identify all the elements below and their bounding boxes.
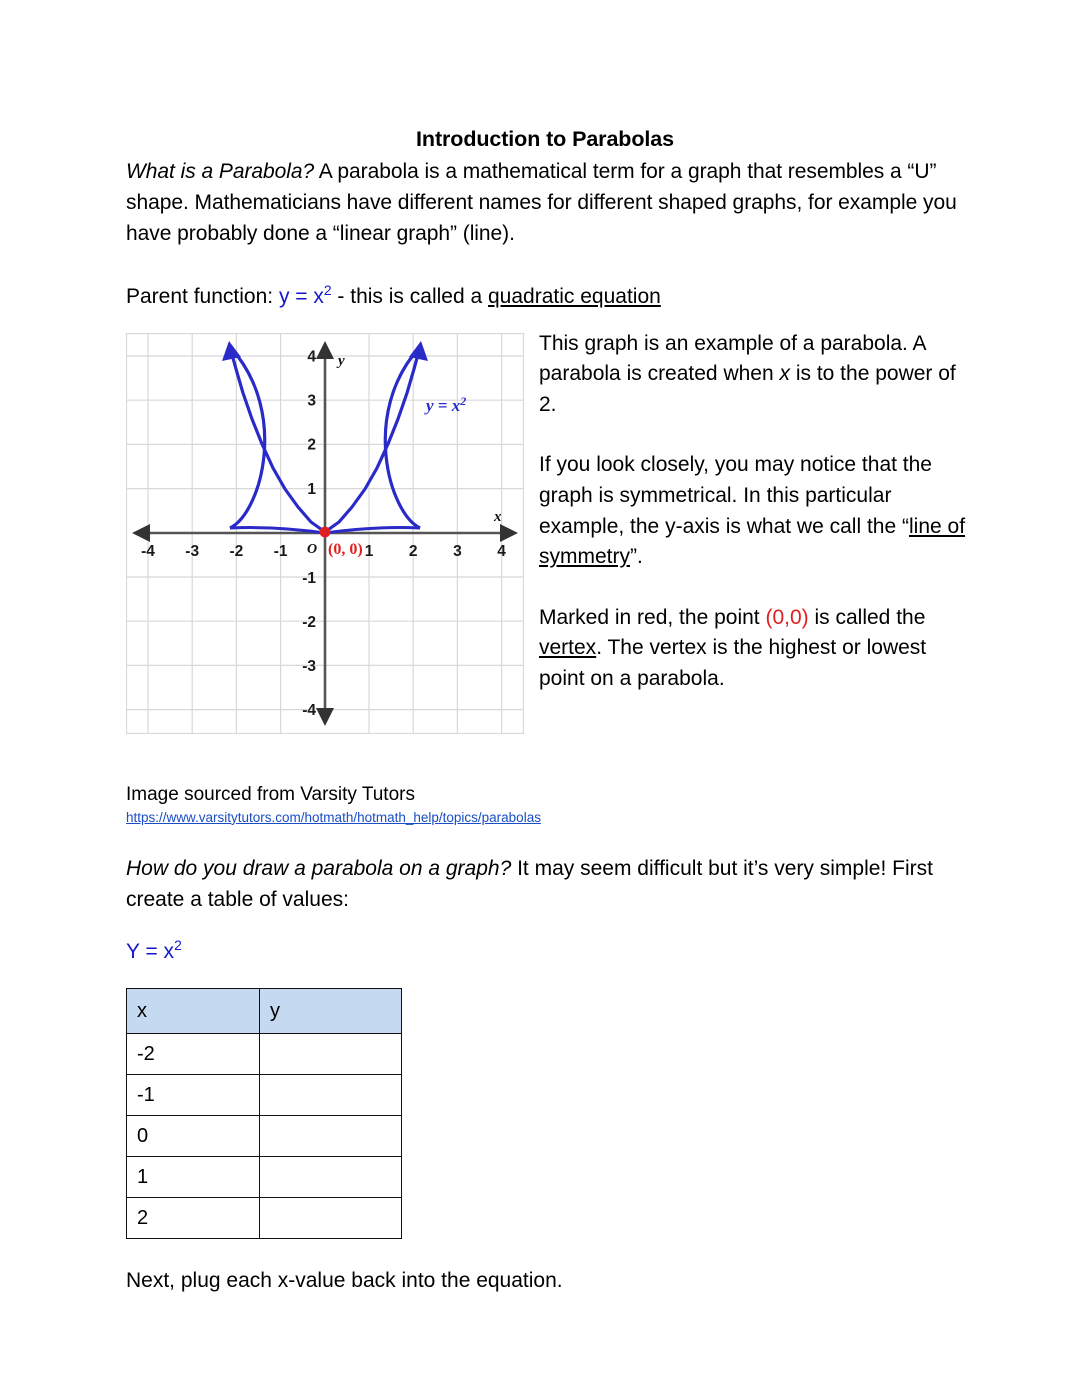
svg-text:-1: -1 xyxy=(273,542,288,560)
cell-y[interactable] xyxy=(260,1034,402,1075)
table-equation-label: $Y = x^2$ xyxy=(126,937,182,964)
svg-text:-4: -4 xyxy=(141,542,155,560)
side-note-3-text-a: Marked in red, the point xyxy=(539,605,766,629)
cell-x[interactable]: -1 xyxy=(127,1075,260,1116)
table-row xyxy=(127,1034,402,1075)
svg-text:-1: -1 xyxy=(302,569,316,587)
side-note-2-text-b: ”. xyxy=(630,545,643,569)
side-note-paragraph-2 xyxy=(539,450,971,572)
parabola-chart-svg xyxy=(126,333,524,734)
side-note-paragraph-1 xyxy=(539,329,971,421)
side-note-1-text-a: This graph is an example of a parabola. A parabola is created when xyxy=(539,331,926,386)
curve-equation-label: $y = x^2$ xyxy=(426,393,467,415)
table-header-row xyxy=(127,989,402,1034)
vertex-annotation-label: (0, 0) xyxy=(328,540,363,558)
cell-y[interactable] xyxy=(260,1116,402,1157)
how-to-body-text: It may seem difficult but it’s very simple! First create a table of values: xyxy=(126,856,933,911)
closing-instruction: Next, plug each x-value back into the equation. xyxy=(126,1269,563,1293)
source-url-link[interactable]: https://www.varsitytutors.com/hotmath/hotmath_help/topics/parabolas xyxy=(126,809,541,825)
side-note-paragraph-3 xyxy=(539,603,971,695)
svg-text:3: 3 xyxy=(453,542,462,560)
cell-y[interactable] xyxy=(260,1075,402,1116)
vertex-coordinate-text: (0,0) xyxy=(765,605,809,629)
intro-lead-question: What is a Parabola? xyxy=(126,160,315,183)
side-note-gap-1 xyxy=(539,420,971,450)
svg-text:3: 3 xyxy=(307,392,316,410)
table-row xyxy=(127,1116,402,1157)
graph-side-notes xyxy=(539,329,971,695)
cell-y[interactable] xyxy=(260,1198,402,1239)
svg-text:-3: -3 xyxy=(302,657,316,675)
svg-text:2: 2 xyxy=(307,436,316,454)
parent-function-prefix: Parent function: xyxy=(126,284,279,308)
y-axis-name-label: y xyxy=(338,352,345,369)
svg-text:-2: -2 xyxy=(229,542,244,560)
svg-text:1: 1 xyxy=(364,542,374,560)
line-of-symmetry-term: line of symmetry xyxy=(539,514,966,569)
table-row xyxy=(127,1075,402,1116)
parent-function-equation: $y = x^2$ xyxy=(278,281,332,308)
cell-x[interactable]: 1 xyxy=(127,1157,260,1198)
side-note-3-text-c: . The vertex is the highest or lowest point on a parabola. xyxy=(539,636,927,690)
exponent: 2 xyxy=(174,937,182,954)
side-note-gap-2 xyxy=(539,573,971,603)
vertex-point xyxy=(320,526,331,537)
svg-text:4: 4 xyxy=(497,542,506,560)
side-note-3-text-b: is called the xyxy=(808,605,926,629)
side-note-1-text-b: is to the power of 2. xyxy=(539,362,956,416)
side-note-1-variable: x xyxy=(779,362,790,386)
vertex-term: vertex xyxy=(539,636,597,660)
origin-label: O xyxy=(306,541,318,557)
cell-x[interactable]: 0 xyxy=(127,1116,260,1157)
values-table xyxy=(126,988,402,1239)
side-note-2-text-a: If you look closely, you may notice that the graph is symmetrical. In this particular example, the y-axis is what we call the “ xyxy=(539,453,932,538)
figure-row xyxy=(126,333,964,737)
svg-text:-2: -2 xyxy=(302,613,316,631)
svg-text:2: 2 xyxy=(408,542,418,560)
document-content xyxy=(126,124,964,1317)
svg-text:-4: -4 xyxy=(302,701,316,719)
image-attribution xyxy=(126,782,964,827)
cell-y[interactable] xyxy=(260,1157,402,1198)
page-title: Introduction to Parabolas xyxy=(416,127,674,151)
svg-text:-3: -3 xyxy=(185,542,200,560)
x-axis-name-label: x xyxy=(494,508,502,525)
cell-x[interactable]: -2 xyxy=(127,1034,260,1075)
table-row xyxy=(127,1198,402,1239)
x-axis-tick-labels xyxy=(141,540,506,560)
how-to-paragraph xyxy=(126,853,964,915)
svg-text:1: 1 xyxy=(307,480,316,498)
quadratic-equation-term: quadratic equation xyxy=(488,284,661,308)
parabola-graph-figure xyxy=(126,333,524,734)
intro-body-text: A parabola is a mathematical term for a graph that resembles a “U” shape. Mathematicians have different names for different shaped graphs, for example you have probably done a “linear graph” (line). xyxy=(126,160,957,246)
column-header-x: x xyxy=(127,989,260,1034)
parent-function-middle: - this is called a xyxy=(331,284,488,308)
attribution-text: Image sourced from Varsity Tutors xyxy=(126,783,415,805)
cell-x[interactable]: 2 xyxy=(127,1198,260,1239)
how-to-lead-question: How do you draw a parabola on a graph? xyxy=(126,856,512,880)
svg-text:4: 4 xyxy=(307,348,316,366)
table-row xyxy=(127,1157,402,1198)
parent-function-line xyxy=(126,281,964,312)
intro-paragraph xyxy=(126,156,964,250)
exponent: 2 xyxy=(323,281,332,298)
column-header-y: y xyxy=(260,989,402,1034)
